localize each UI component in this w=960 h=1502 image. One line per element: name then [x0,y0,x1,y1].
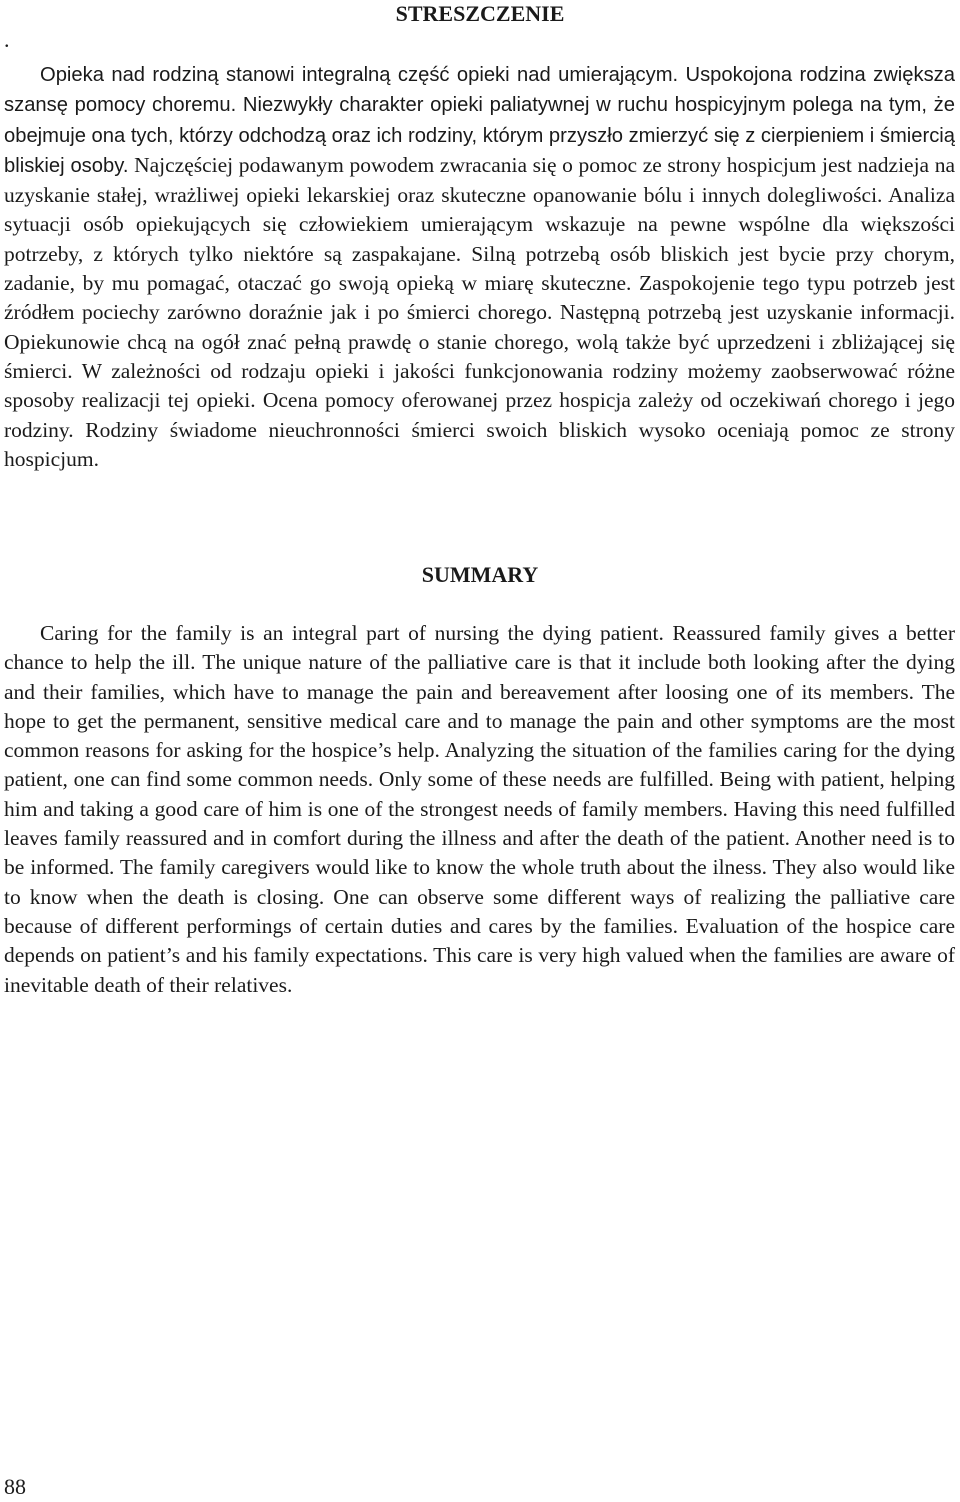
streszczenie-text-sans: Opieka nad rodziną stanowi integralną część opieki nad umierającym. Uspokojona rodzina zwiększa szansę pomocy choremu. Niezwykły charakter opieki paliatywnej w ruchu hospicyjnym polega na tym, że obejmuje ona tych, którzy odchodzą oraz ich rodziny, którym przyszło zmierzyć się z cierpieniem i śmiercią bliskiej osoby. [4,64,956,177]
stray-dot: . [4,27,10,52]
streszczenie-heading: STRESZCZENIE [395,1,565,26]
page-number: 88 [4,1474,26,1499]
streszczenie-text-serif: Najczęściej podawanym powodem zwracania się o pomoc ze strony hospicjum jest nadzieja na uzyskanie stałej, wrażliwej opieki lekarskiej oraz skuteczne opanowanie bólu i innych dolegliwości. Analiza sytuacji osób opiekujących się człowiekiem umierającym wskazuje na pewne wspólne dla większości potrzeby, z których tylko niektóre są zaspakajane. Silną potrzebą osób bliskich jest bycie przy chorym, zadanie, by mu pomagać, otaczać go swoją opieką w miarę skuteczne. Zaspokojenie tego typu potrzeb jest źródłem pociechy zarówno doraźnie jak i po śmierci chorego. Następną potrzebą jest uzyskanie informacji. Opiekunowie chcą na ogół znać pełną prawdę o stanie chorego, wolą także być uprzedzeni i zbliżającej się śmierci. W zależności od rodzaju opieki i jakości funkcjonowania rodziny możemy zaobserwować różne sposoby realizacji tej opieki. Ocena pomocy oferowanej przez hospicja zależy od oczekiwań chorego i jego rodziny. Rodziny świadome nieuchronności śmierci swoich bliskich wysoko oceniają pomoc ze strony hospicjum. [4,152,956,471]
summary-heading: SUMMARY [421,562,539,587]
summary-text: Caring for the family is an integral part of nursing the dying patient. Reassured family gives a better chance to help the ill. The unique nature of the palliative care is that it include both looking after the dying and their families, which have to manage the pain and bereavement after loosing one of its members. The hope to get the permanent, sensitive medical care and to manage the pain and other symptoms are the most common reasons for asking for the hospice’s help. Analyzing the situation of the families caring for the dying patient, one can find some common needs. Only some of these needs are fulfilled. Being with patient, helping him and taking a good care of him is one of the strongest needs of family members. Having this need fulfilled leaves family reassured and in comfort during the illness and after the death of the patient. Another need is to be informed. The family caregivers would like to know the whole truth about the ilness. They also would like to know when the death is closing. One can observe some different ways of realizing the palliative care because of different performings of certain duties and cares by the families. Evaluation of the hospice care depends on patient’s and his family expectations. This care is very high valued when the families are aware of inevitable death of their relatives. [4,621,955,997]
summary-paragraph [4,619,955,1000]
streszczenie-paragraph [4,60,955,474]
